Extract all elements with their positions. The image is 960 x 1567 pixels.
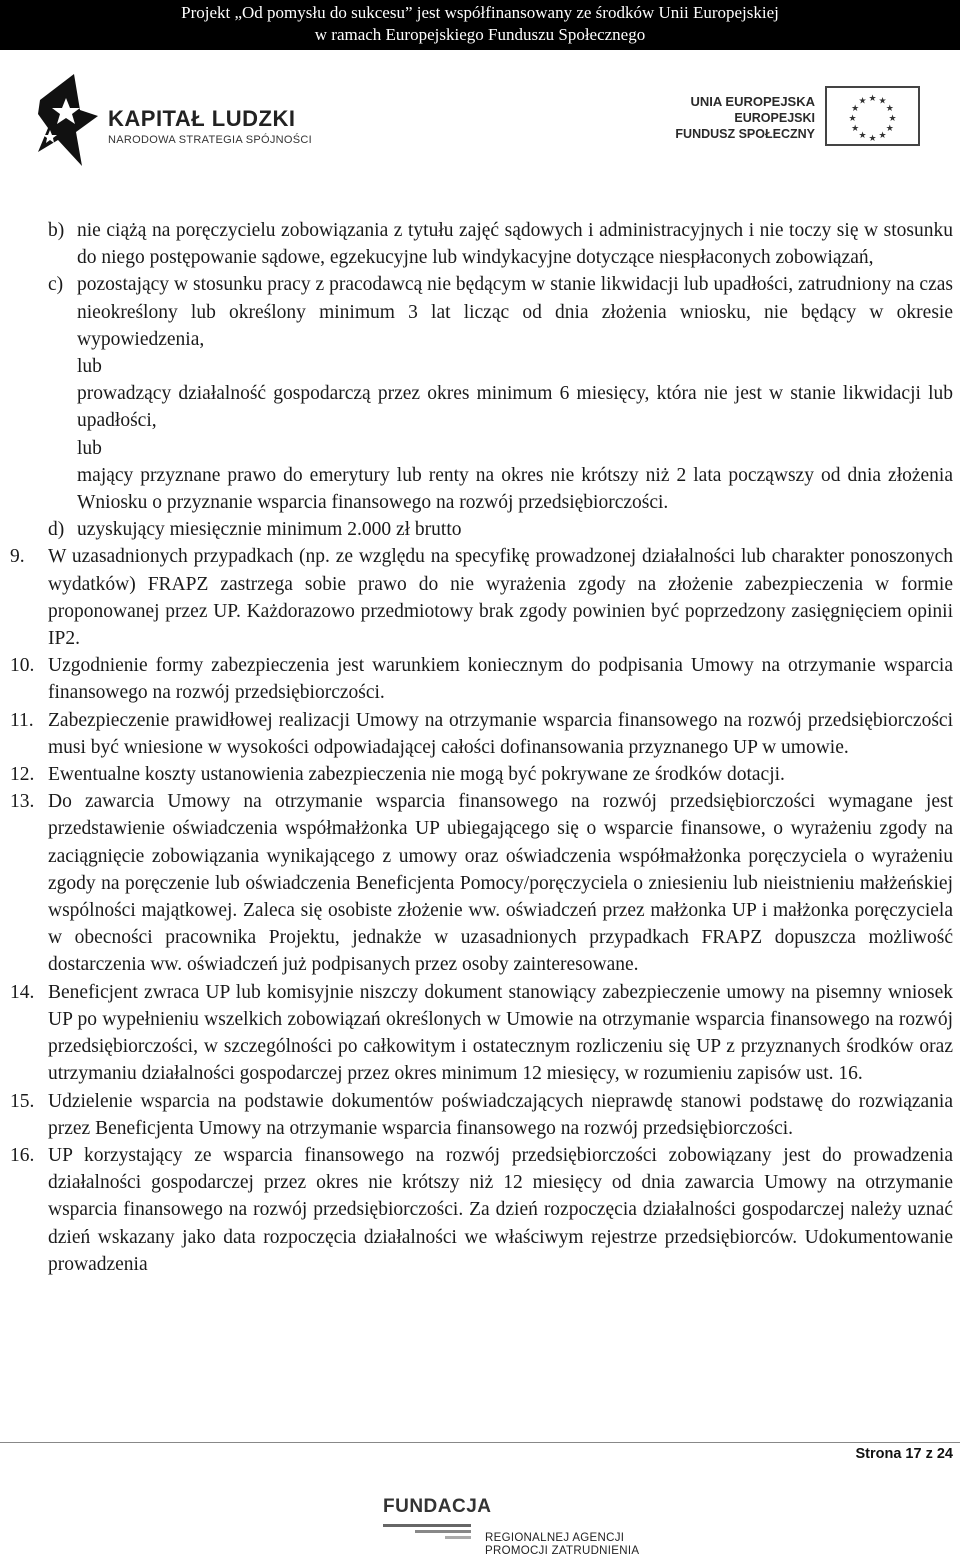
project-header-bar bbox=[0, 0, 960, 50]
eu-logo bbox=[660, 86, 920, 146]
condition-c-alt-pension: mający przyznane prawo do emerytury lub renty na okres nie krótszy niż 2 lata począwszy od dnia złożenia Wniosku o przyznanie wsparcia finansowego na rozwój przedsiębiorczości. bbox=[77, 464, 953, 514]
list-item-text: Do zawarcia Umowy na otrzymanie wsparcia finansowego na rozwój przedsiębiorczości wymagane jest przedstawienie oświadczenia współmałżonka UP ubiegającego się o wsparcie finansowe, o wyrażeniu zgody na zaciągnięcie zobowiązania wynikającego z umowy oraz oświadczenia współmałżonka poręczyciela o wyrażeniu zgody na poręczenie lub oświadczenia Beneficjenta Pomocy/poręczyciela o zniesieniu lub nieistnieniu małżeńskiej wspólności majątkowej. Zaleca się osobiste złożenie ww. oświadczeń przez małżonka UP i małżonka poręczyciela w obecności pracownika Projektu, jednakże w uzasadnionych przypadkach FRAPZ dopuszcza możliwość dostarczenia ww. oświadczeń już podpisanych przez osoby zainteresowane. bbox=[48, 791, 953, 976]
connector-lub-2: lub bbox=[77, 437, 102, 459]
condition-c-marker: c) bbox=[48, 274, 64, 296]
kapital-ludzki-emblem-icon bbox=[36, 70, 102, 170]
list-item-11 bbox=[10, 707, 953, 761]
svg-text:★: ★ bbox=[851, 103, 860, 114]
list-item-9 bbox=[10, 543, 953, 652]
eu-line-3: FUNDUSZ SPOŁECZNY bbox=[675, 127, 815, 141]
condition-d-text: uzyskujący miesięcznie minimum 2.000 zł brutto bbox=[77, 519, 462, 541]
svg-text:★: ★ bbox=[885, 123, 894, 134]
eu-flag-icon bbox=[825, 86, 920, 146]
list-item-14 bbox=[10, 979, 953, 1088]
list-item-number: 9. bbox=[10, 546, 25, 568]
list-item-number: 10. bbox=[10, 655, 35, 677]
kapital-ludzki-subtitle: NARODOWA STRATEGIA SPÓJNOŚCI bbox=[108, 134, 312, 146]
fundacja-title: FUNDACJA bbox=[383, 1496, 492, 1517]
condition-b-marker: b) bbox=[48, 220, 65, 241]
list-item-15 bbox=[10, 1088, 953, 1142]
list-item-text: Beneficjent zwraca UP lub komisyjnie niszczy dokument stanowiący zabezpieczenie umowy na pisemny wniosek UP po wypełnieniu wszelkich zobowiązań określonych w Umowie na otrzymanie wsparcia finansowego na rozwój przedsiębiorczości, w szczególności po całkowitym i ostatecznym rozliczeniu się UP z przyznanych środków oraz utrzymaniu działalności gospodarczej przez okres minimum 12 miesięcy, w rozumieniu zapisów ust. 16. bbox=[48, 981, 953, 1085]
header-line-2: w ramach Europejskiego Funduszu Społecznego bbox=[314, 25, 646, 44]
fundacja-emblem-icon bbox=[375, 1520, 475, 1560]
fundacja-line-2: PROMOCJI ZATRUDNIENIA bbox=[485, 1545, 640, 1557]
condition-d bbox=[48, 516, 953, 543]
svg-text:★: ★ bbox=[858, 96, 867, 107]
list-item-number: 15. bbox=[10, 1090, 35, 1112]
list-item-text: Zabezpieczenie prawidłowej realizacji Umowy na otrzymanie wsparcia finansowego na rozwój przedsiębiorczości musi być wniesione w wysokości odpowiadającej całości dofinansowania przyznanego UP w umowie. bbox=[48, 709, 953, 758]
list-item-text: Uzgodnienie formy zabezpieczenia jest warunkiem koniecznym do podpisania Umowy na otrzymanie wsparcia finansowego na rozwój przedsiębiorczości. bbox=[48, 655, 953, 704]
eu-line-1: UNIA EUROPEJSKA bbox=[690, 94, 815, 109]
list-item-16 bbox=[10, 1142, 953, 1278]
header-line-1: Projekt „Od pomysłu do sukcesu” jest współfinansowany ze środków Unii Europejskiej bbox=[181, 3, 779, 22]
list-item-10 bbox=[10, 652, 953, 706]
fundacja-line-1: REGIONALNEJ AGENCJI bbox=[485, 1532, 625, 1544]
list-item-number: 12. bbox=[10, 764, 35, 786]
list-item-12 bbox=[10, 761, 953, 788]
svg-text:★: ★ bbox=[851, 123, 860, 134]
condition-c-alt-business: prowadzący działalność gospodarczą przez okres minimum 6 miesięcy, która nie jest w stanie likwidacji lub upadłości, bbox=[77, 383, 953, 432]
eu-line-2: EUROPEJSKI bbox=[734, 111, 815, 125]
fundacja-logo bbox=[375, 1490, 665, 1562]
svg-text:★: ★ bbox=[868, 94, 877, 104]
document-body bbox=[10, 217, 953, 1278]
list-item-number: 13. bbox=[10, 791, 35, 813]
svg-text:★: ★ bbox=[868, 133, 877, 144]
svg-text:★: ★ bbox=[858, 131, 867, 142]
svg-text:★: ★ bbox=[878, 96, 887, 107]
svg-text:★: ★ bbox=[885, 103, 894, 114]
list-item-number: 16. bbox=[10, 1144, 35, 1166]
list-item-text: UP korzystający ze wsparcia finansowego na rozwój przedsiębiorczości zobowiązany jest do prowadzenia działalności gospodarczej przez okres nie krótszy niż 12 miesięcy od dnia zawarcia Umowy na otrzymanie wsparcia finansowego na rozwój przedsiębiorczości. Za dzień rozpoczęcia działalności gospodarczej należy uznać dzień wskazany jako data rozpoczęcia działalności we właściwym rejestrze przedsiębiorców. Udokumentowanie prowadzenia bbox=[48, 1144, 953, 1275]
list-item-number: 14. bbox=[10, 981, 35, 1003]
svg-text:★: ★ bbox=[878, 131, 887, 142]
list-item-text: Ewentualne koszty ustanowienia zabezpieczenia nie mogą być pokrywane ze środków dotacji. bbox=[48, 764, 785, 786]
footer-divider bbox=[0, 1442, 960, 1443]
connector-lub-1: lub bbox=[77, 356, 102, 378]
condition-d-marker: d) bbox=[48, 519, 65, 541]
condition-c-text: pozostający w stosunku pracy z pracodawcą nie będącym w stanie likwidacji lub upadłości, zatrudniony na czas nieokreślony lub określony minimum 3 lat licząc od dnia złożenia wniosku, nie będący w okresie wypowiedzenia, bbox=[77, 274, 953, 350]
list-item-13 bbox=[10, 788, 953, 978]
list-item-number: 11. bbox=[10, 709, 34, 731]
kapital-ludzki-logo bbox=[36, 70, 336, 170]
kapital-ludzki-title: KAPITAŁ LUDZKI bbox=[108, 106, 296, 131]
fundacja-subtitle bbox=[485, 1532, 639, 1558]
page-number: Strona 17 z 24 bbox=[855, 1446, 953, 1462]
condition-c bbox=[48, 271, 953, 353]
svg-text:★: ★ bbox=[848, 113, 857, 124]
condition-b-text: nie ciążą na poręczycielu zobowiązania z tytułu zajęć sądowych i administracyjnych i nie toczy się w stosunku do niego postępowanie sądowe, egzekucyjne lub windykacyjne dotyczące niespłaconych zobowiązań, bbox=[77, 220, 953, 269]
svg-text:★: ★ bbox=[888, 113, 897, 124]
list-item-text: Udzielenie wsparcia na podstawie dokumentów poświadczających nieprawdę stanowi podstawę do rozwiązania przez Beneficjenta Umowy na otrzymanie wsparcia finansowego na rozwój przedsiębiorczości. bbox=[48, 1090, 953, 1139]
condition-b bbox=[48, 217, 953, 271]
list-item-text: W uzasadnionych przypadkach (np. ze względu na specyfikę prowadzonej działalności lub charakter ponoszonych wydatków) FRAPZ zastrzega sobie prawo do nie wyrażenia zgody na złożenie zabezpieczenia w formie proponowanej przez UP. Każdorazowo przedmiotowy brak zgody powinien być poprzedzony zasięgnięciem opinii IP2. bbox=[48, 546, 953, 650]
eu-logo-text bbox=[675, 94, 815, 142]
